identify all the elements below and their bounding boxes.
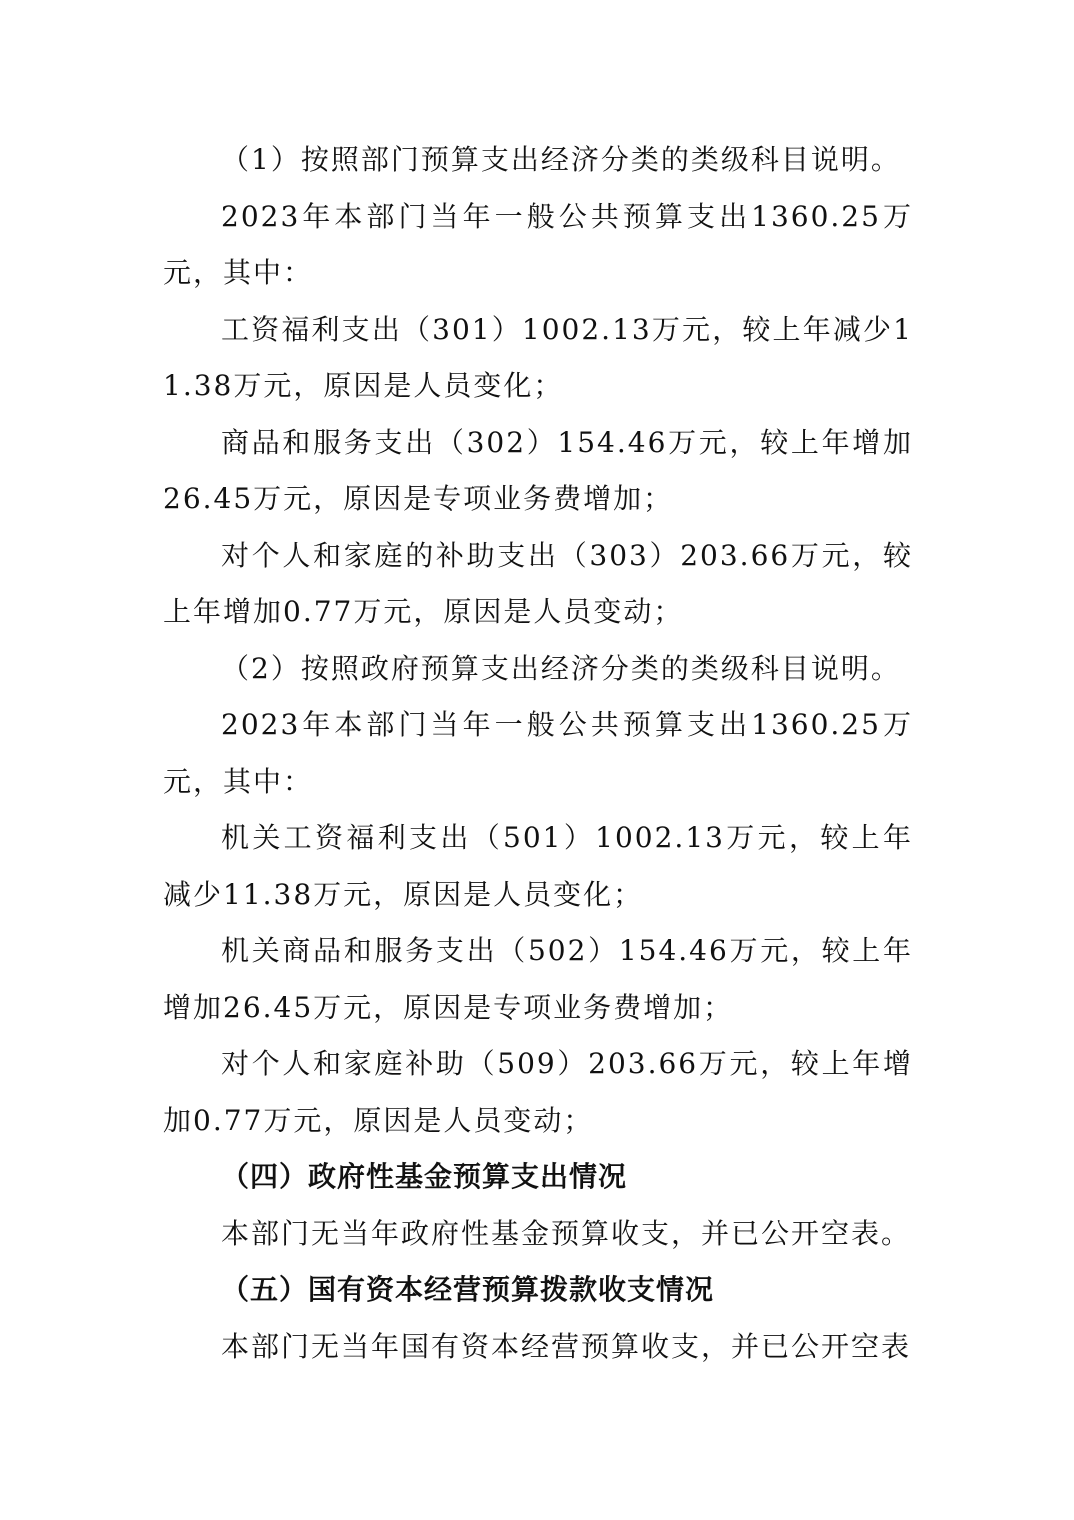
paragraph-economic-classification-intro: （1）按照部门预算支出经济分类的类级科目说明。 [221,143,901,176]
paragraph-individual-family-subsidy-2: 对个人和家庭补助（509）203.66万元，较上年增加0.77万元，原因是人员变动； [163,1047,913,1137]
paragraph-salary-welfare: 工资福利支出（301）1002.13万元，较上年减少11.38万元，原因是人员变化； [163,312,913,402]
heading-government-fund-budget: （四）政府性基金预算支出情况 [221,1160,628,1193]
paragraph-individual-family-subsidy: 对个人和家庭的补助支出（303）203.66万元，较上年增加0.77万元，原因是人员变动； [163,538,913,628]
paragraph-government-classification-intro: （2）按照政府预算支出经济分类的类级科目说明。 [221,651,901,685]
paragraph-goods-services: 商品和服务支出（302）154.46万元，较上年增加26.45万元，原因是专项业务费增加； [163,425,913,515]
paragraph-agency-salary-welfare: 机关工资福利支出（501）1002.13万元，较上年减少11.38万元，原因是人员变化； [163,821,913,911]
document-body [163,132,913,1375]
paragraph-general-budget-total: 2023年本部门当年一般公共预算支出1360.25万元，其中： [163,199,913,289]
paragraph-state-capital-budget: 本部门无当年国有资本经营预算收支，并已公开空表 [221,1329,912,1363]
paragraph-government-fund-budget: 本部门无当年政府性基金预算收支，并已公开空表。 [221,1216,912,1250]
heading-state-capital-budget: （五）国有资本经营预算拨款收支情况 [221,1273,715,1306]
paragraph-general-budget-total-2: 2023年本部门当年一般公共预算支出1360.25万元，其中： [163,708,913,798]
paragraph-agency-goods-services: 机关商品和服务支出（502）154.46万元，较上年增加26.45万元，原因是专项业务费增加； [163,934,913,1024]
